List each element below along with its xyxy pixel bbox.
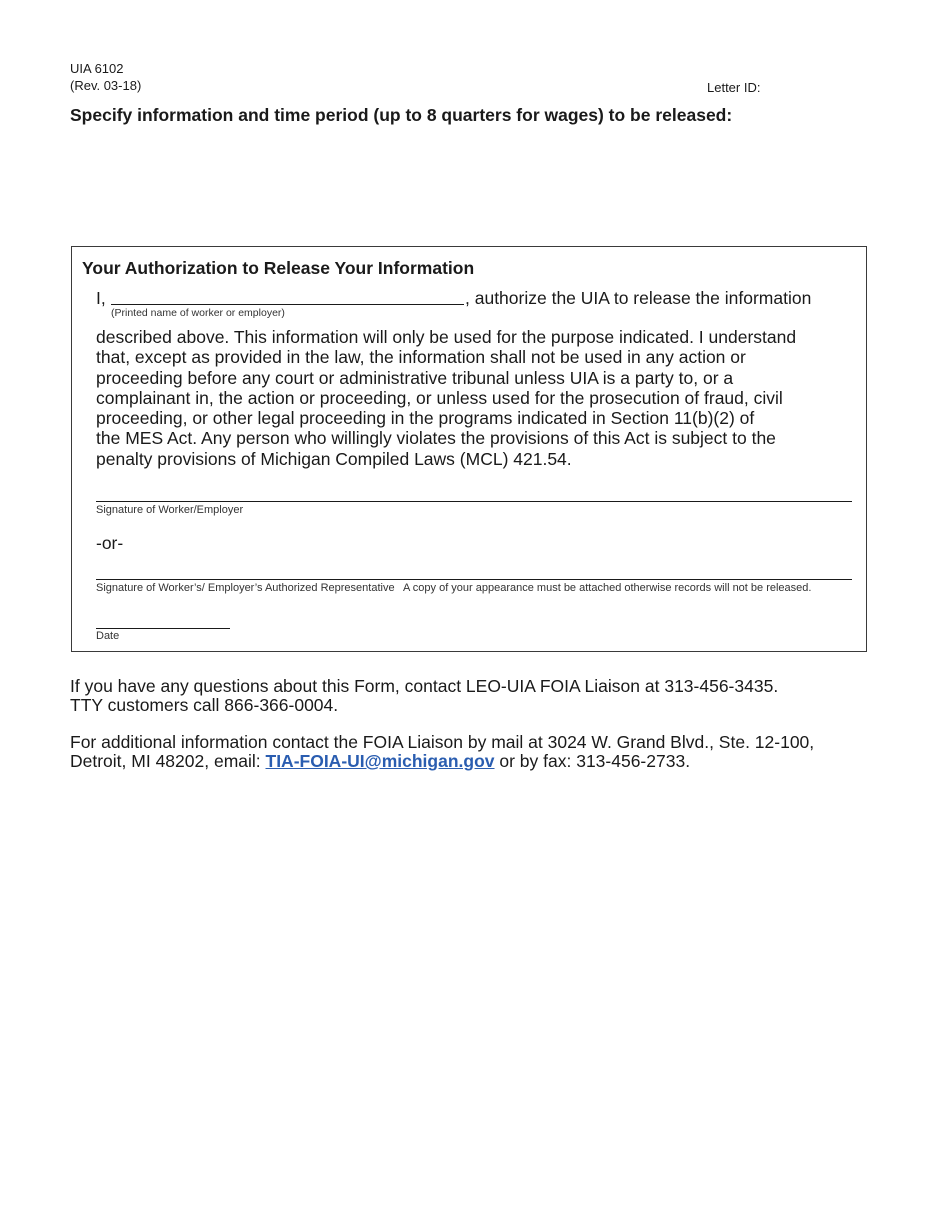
contact-paragraph <box>70 677 778 715</box>
email-prefix-text: Detroit, MI 48202, email: <box>70 751 266 771</box>
authorization-paragraph <box>96 327 858 469</box>
worker-signature-caption: Signature of Worker/Employer <box>96 504 244 516</box>
contact-line: If you have any questions about this Form, contact LEO-UIA FOIA Liaison at 313-456-3435. <box>70 676 779 696</box>
date-caption: Date <box>96 630 120 642</box>
form-number: UIA 6102 <box>70 61 124 76</box>
representative-appearance-note: A copy of your appearance must be attached otherwise records will not be released. <box>403 582 812 594</box>
mail-email-line <box>70 752 814 771</box>
mail-paragraph <box>70 733 814 771</box>
paragraph-line: proceeding, or other legal proceeding in the programs indicated in Section 11(b)(2) of <box>96 408 755 429</box>
paragraph-line: complainant in, the action or proceeding, or unless used for the prosecution of fraud, civil <box>96 387 783 408</box>
paragraph-line: the MES Act. Any person who willingly violates the provisions of this Act is subject to the <box>96 428 776 449</box>
tty-line: TTY customers call 866-366-0004. <box>70 695 339 715</box>
printed-name-field[interactable] <box>111 304 464 305</box>
authorization-title: Your Authorization to Release Your Information <box>82 258 475 278</box>
authorization-line-rest: , authorize the UIA to release the information <box>465 288 812 308</box>
worker-signature-field[interactable] <box>96 501 852 502</box>
date-field[interactable] <box>96 628 230 629</box>
email-link[interactable]: TIA-FOIA-UI@michigan.gov <box>265 751 495 771</box>
or-separator: -or- <box>96 533 124 553</box>
paragraph-line: proceeding before any court or administrative tribunal unless UIA is a party to, or a <box>96 367 734 388</box>
paragraph-line: that, except as provided in the law, the information shall not be used in any action or <box>96 347 746 368</box>
representative-signature-field[interactable] <box>96 579 852 580</box>
fax-text: or by fax: 313-456-2733. <box>494 751 691 771</box>
paragraph-line: penalty provisions of Michigan Compiled Laws (MCL) 421.54. <box>96 448 572 469</box>
paragraph-line: described above. This information will only be used for the purpose indicated. I understand <box>96 327 797 347</box>
specify-information-heading: Specify information and time period (up to 8 quarters for wages) to be released: <box>70 105 733 125</box>
representative-signature-caption: Signature of Worker’s/ Employer’s Authorized Representative <box>96 582 395 594</box>
authorization-line-start: I, <box>96 288 106 308</box>
printed-name-caption: (Printed name of worker or employer) <box>111 307 285 319</box>
form-revision: (Rev. 03-18) <box>70 78 142 93</box>
mail-address-line: For additional information contact the FOIA Liaison by mail at 3024 W. Grand Blvd., Ste. 12-100, <box>70 732 815 752</box>
letter-id-label: Letter ID: <box>707 80 761 95</box>
